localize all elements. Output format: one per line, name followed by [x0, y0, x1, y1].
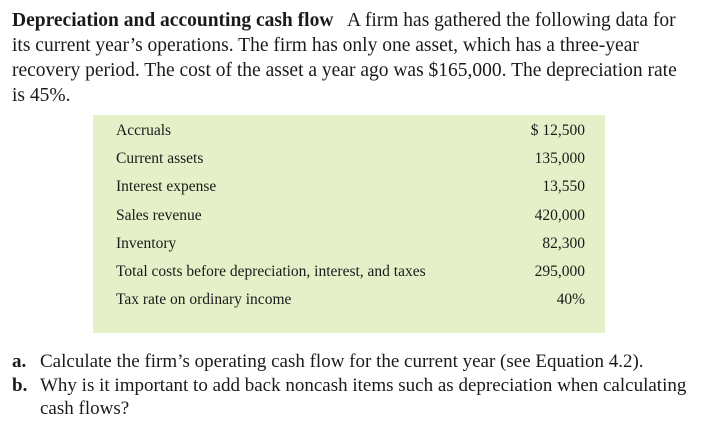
table-row	[116, 235, 585, 263]
row-label: Inventory	[116, 234, 177, 252]
row-value: 295,000	[534, 262, 585, 280]
table-row	[116, 122, 585, 150]
row-label: Total costs before depreciation, interest, and taxes	[116, 262, 426, 280]
question-item	[12, 374, 702, 421]
table-row	[116, 207, 585, 235]
problem-heading: Depreciation and accounting cash flow	[12, 10, 334, 31]
question-list	[12, 350, 702, 421]
row-value: 40%	[556, 291, 585, 309]
row-label: Accruals	[116, 122, 172, 139]
row-label: Interest expense	[116, 178, 217, 196]
question-text: Calculate the firm’s operating cash flow for the current year (see Equation 4.2).	[40, 351, 644, 372]
question-letter: a.	[12, 351, 27, 372]
question-item	[12, 350, 702, 374]
table-row	[116, 263, 585, 291]
question-text: Why is it important to add back noncash items such as depreciation when calculating cash flows?	[40, 374, 687, 419]
row-label: Sales revenue	[116, 206, 202, 224]
table-row	[116, 291, 585, 319]
row-value: 82,300	[542, 234, 585, 252]
problem-intro	[12, 8, 693, 108]
row-value: $ 12,500	[530, 122, 585, 139]
row-value: 420,000	[534, 206, 585, 224]
table-row	[116, 178, 585, 206]
row-label: Tax rate on ordinary income	[116, 291, 292, 309]
question-letter: b.	[12, 374, 28, 396]
row-label: Current assets	[116, 150, 204, 168]
problem-body: A firm has gathered the following data for its current year’s operations. The firm has only one asset, which has a three-year recovery period. The cost of the asset a year ago was $165,000. The depreciation rate is 45%.	[12, 10, 677, 106]
data-table	[93, 115, 605, 333]
row-value: 13,550	[542, 178, 585, 196]
table-row	[116, 150, 585, 178]
row-value: 135,000	[534, 150, 585, 168]
